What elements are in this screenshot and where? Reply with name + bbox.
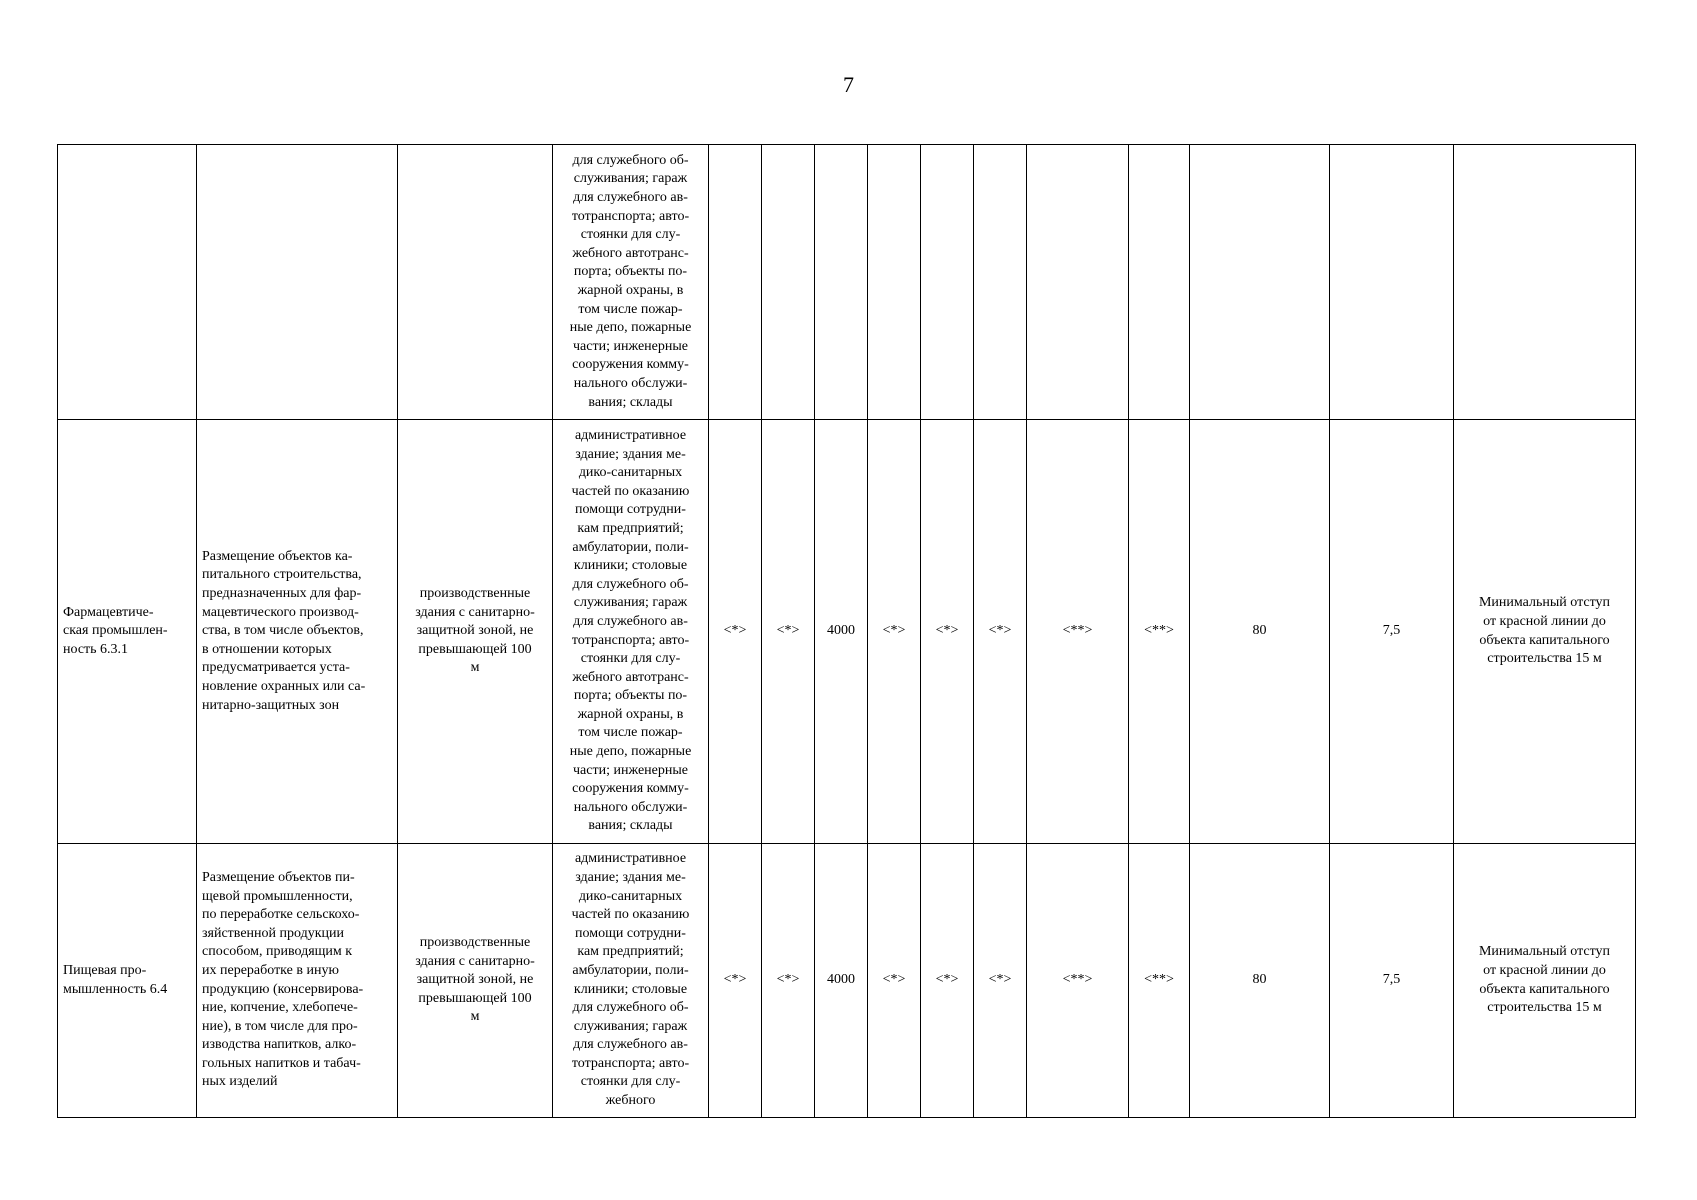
note-cell: Минимальный отступ от красной линии до объекта капитального строительства 15 м [1454,420,1636,844]
param-cell: 7,5 [1330,420,1454,844]
param-cell: <*> [868,420,921,844]
auxiliary-objects: для служебного об- служивания; гараж для служебного ав- тотранспорта; авто- стоянки для слу- жебного автотранс- порта; объекты по- жарной охраны, в том числе пожар- ные депо, пожарные части; инженерные сооружения комму- нального обслужи- вания; склады [553,145,709,420]
param-cell [868,145,921,420]
note-cell: Минимальный отступ от красной линии до объекта капитального строительства 15 м [1454,844,1636,1118]
param-cell: 4000 [815,420,868,844]
param-cell: <*> [921,844,974,1118]
param-cell [815,145,868,420]
main-objects: производственные здания с санитарно- защитной зоной, не превышающей 100 м [398,844,553,1118]
param-cell: <*> [709,844,762,1118]
land-use-name: Пищевая про- мышленность 6.4 [58,844,197,1118]
param-cell: <*> [974,844,1027,1118]
auxiliary-objects: административное здание; здания ме- дико-санитарных частей по оказанию помощи сотрудни- кам предприятий; амбулатории, поли- клиники; столовые для служебного об- служивания; гараж для служебного ав- тотранспорта; авто- стоянки для слу- жебного автотранс- порта; объекты по- жарной охраны, в том числе пожар- ные депо, пожарные части; инженерные сооружения комму- нального обслужи- вания; склады [553,420,709,844]
param-cell [1190,145,1330,420]
table-row [58,420,1636,844]
param-cell: <*> [921,420,974,844]
param-cell: <**> [1129,844,1190,1118]
main-objects: производственные здания с санитарно- защитной зоной, не превышающей 100 м [398,420,553,844]
table-row [58,145,1636,420]
page-number: 7 [843,72,854,97]
land-use-name [58,145,197,420]
param-cell [1129,145,1190,420]
param-cell [921,145,974,420]
param-cell [709,145,762,420]
param-cell: 80 [1190,420,1330,844]
param-cell: <*> [974,420,1027,844]
param-cell: 80 [1190,844,1330,1118]
land-use-description [197,145,398,420]
param-cell [1330,145,1454,420]
regulations-table [57,144,1636,1118]
param-cell: <*> [709,420,762,844]
param-cell: 7,5 [1330,844,1454,1118]
param-cell [1027,145,1129,420]
param-cell: <**> [1129,420,1190,844]
land-use-name: Фармацевтиче- ская промышлен- ность 6.3.1 [58,420,197,844]
note-cell [1454,145,1636,420]
param-cell: <*> [762,420,815,844]
param-cell: <*> [762,844,815,1118]
param-cell: <**> [1027,844,1129,1118]
main-objects [398,145,553,420]
param-cell: 4000 [815,844,868,1118]
auxiliary-objects: административное здание; здания ме- дико-санитарных частей по оказанию помощи сотрудни- кам предприятий; амбулатории, поли- клиники; столовые для служебного об- служивания; гараж для служебного ав- тотранспорта; авто- стоянки для слу- жебного [553,844,709,1118]
param-cell [762,145,815,420]
param-cell: <**> [1027,420,1129,844]
table-row [58,844,1636,1118]
param-cell: <*> [868,844,921,1118]
param-cell [974,145,1027,420]
land-use-description: Размещение объектов ка- питального строительства, предназначенных для фар- мацевтического производ- ства, в том числе объектов, в отношении которых предусматривается уста- новление охранных или са- нитарно-защитных зон [197,420,398,844]
land-use-description: Размещение объектов пи- щевой промышленности, по переработке сельскохо- зяйственной продукции способом, приводящим к их переработке в иную продукцию (консервирова- ние, копчение, хлебопече- ние), в том числе для про- изводства напитков, алко- гольных напитков и табач- ных изделий [197,844,398,1118]
